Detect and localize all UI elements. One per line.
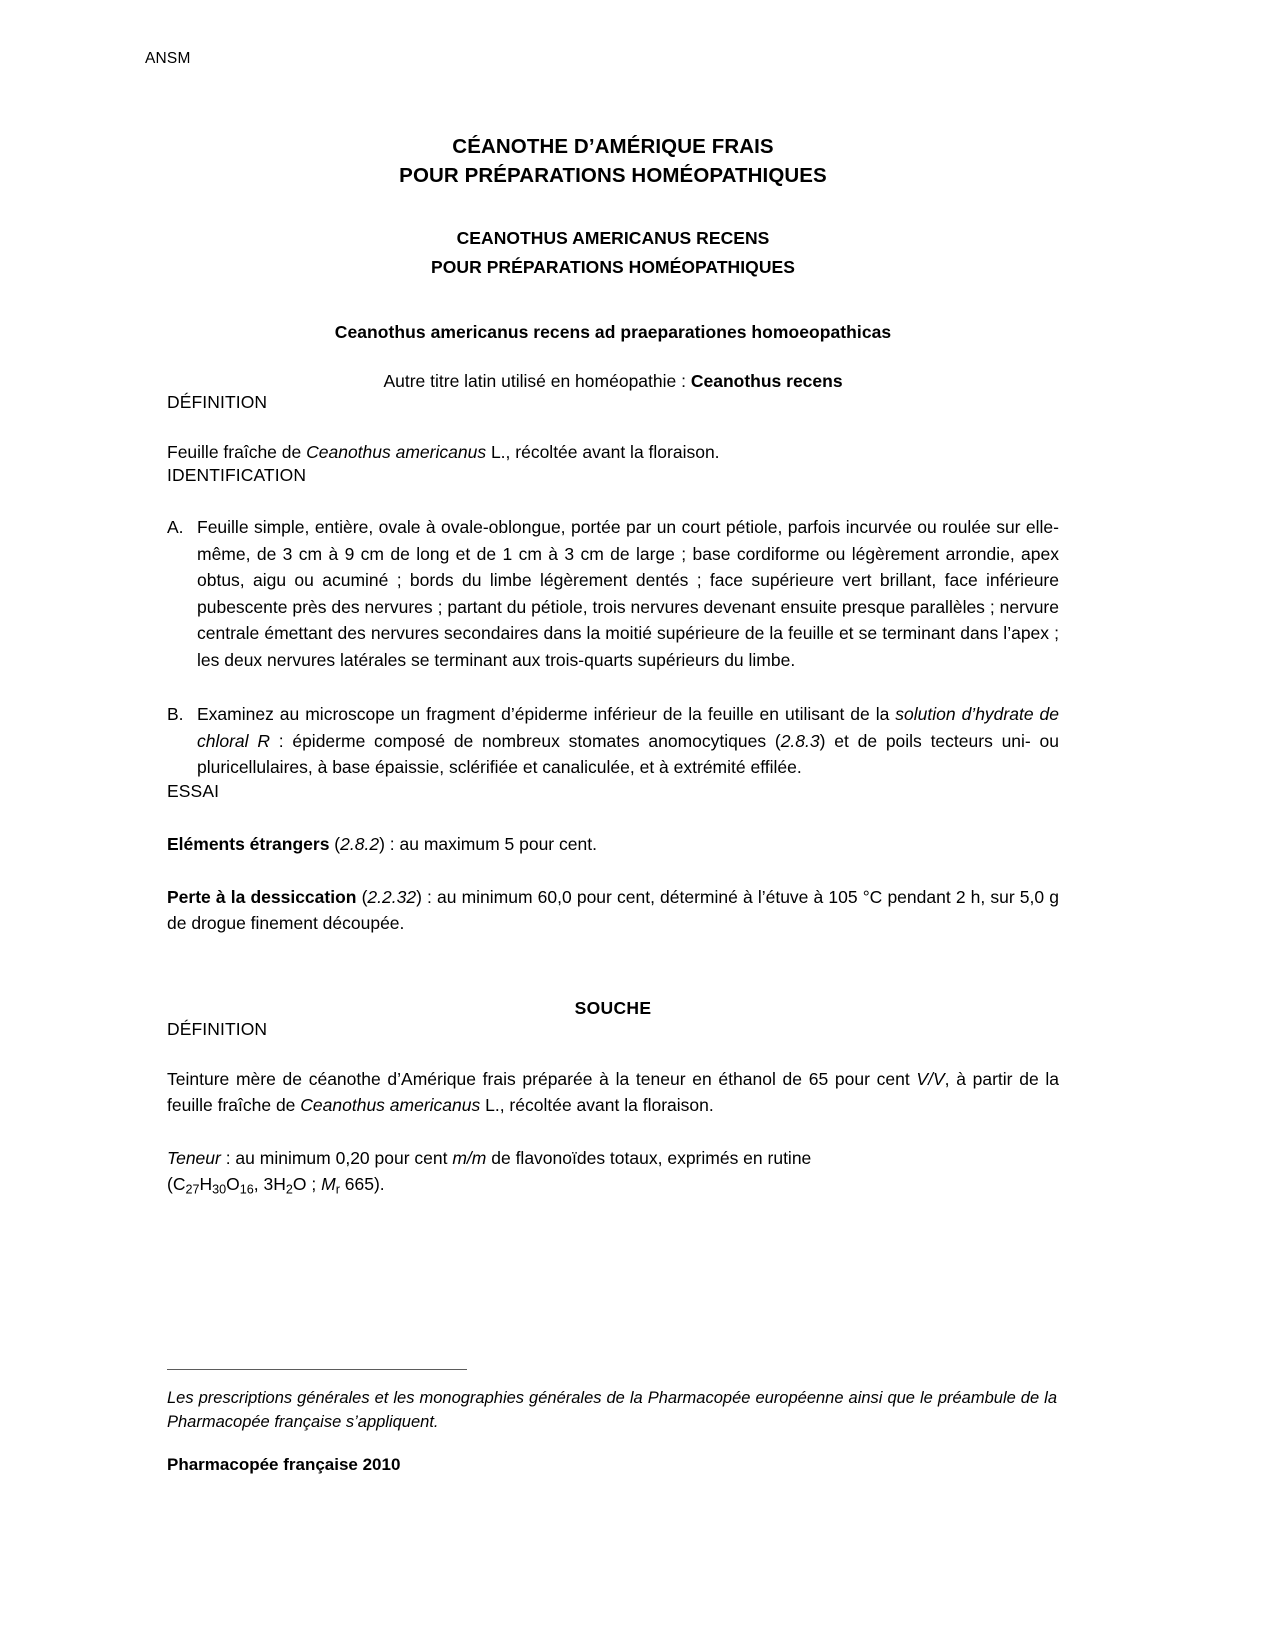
formula-oxygen: O <box>226 1173 240 1194</box>
elements-etrangers-label: Eléments étrangers <box>167 833 330 854</box>
item-b-reference-283: 2.8.3 <box>780 730 820 751</box>
item-b-part-1: Examinez au microscope un fragment d’épiderme inférieur de la feuille en utilisant de la <box>197 704 896 724</box>
teinture-part-1: Teinture mère de céanothe d’Amérique frais préparée à la teneur en éthanol de 65 pour cent <box>167 1068 917 1089</box>
formula-hydrogen: H <box>199 1173 213 1194</box>
paragraph-definition-1 <box>167 439 1059 465</box>
teneur-label: Teneur <box>167 1147 221 1168</box>
formula-hydrogen-count: 30 <box>212 1182 227 1197</box>
formula-open: (C <box>167 1173 186 1194</box>
perte-rest: ) : au minimum 60,0 pour cent, déterminé à l’étuve à 105 °C pendant 2 h, sur 5,0 g de drogue finement découpée. <box>167 886 1059 933</box>
item-b-text <box>197 701 1059 781</box>
paragraph-teneur <box>167 1145 1059 1197</box>
footnote-separator <box>167 1369 467 1370</box>
definition-text-after: L., récoltée avant la floraison. <box>486 442 720 462</box>
item-a-text: Feuille simple, entière, ovale à ovale-oblongue, portée par un court pétiole, parfois incurvée ou roulée sur elle-même, de 3 cm à 9 cm de long et de 1 cm à 3 cm de large ; base cordiforme ou légèrement arrondie, apex obtus, aigu ou acuminé ; bords du limbe légèrement dentés ; face supérieure vert brillant, face inférieure pubescente près des nervures ; partant du pétiole, trois nervures devenant ensuite presque parallèles ; nervure centrale émettant des nervures secondaires dans la moitié supérieure de la feuille et se terminant dans l’apex ; les deux nervures latérales se terminant aux trois-quarts supérieurs du limbe. <box>197 517 1059 670</box>
paragraph-elements-etrangers <box>167 831 1059 857</box>
teneur-part-2: de flavonoïdes totaux, exprimés en rutine <box>486 1147 812 1168</box>
definition-species-name: Ceanothus americanus <box>306 442 487 462</box>
heading-identification: IDENTIFICATION <box>167 465 307 485</box>
alt-title-name: Ceanothus recens <box>690 371 843 391</box>
alternate-latin-title <box>167 371 1059 392</box>
identification-item-b <box>167 701 1059 781</box>
heading-definition-2: DÉFINITION <box>167 1018 268 1039</box>
footnote-text: Les prescriptions générales et les monographies générales de la Pharmacopée européenne ainsi que le préambule de la Pharmacopée française s’appliquent. <box>167 1389 1057 1431</box>
elements-etrangers-reference: 2.8.2 <box>340 833 380 854</box>
teinture-part-2: , à partir de la feuille fraîche de <box>167 1068 1059 1115</box>
item-b-part-3: ) et de poils tecteurs uni- ou pluricellulaires, à base épaissie, sclérifiée et canaliculée, et à extrémité effilée. <box>197 730 1059 777</box>
teinture-part-3: L., récoltée avant la floraison. <box>480 1094 714 1115</box>
paragraph-perte-dessiccation <box>167 884 1059 936</box>
title-latin <box>167 224 1059 282</box>
title-la-line-1: CEANOTHUS AMERICANUS RECENS <box>456 228 770 248</box>
formula-water-oxygen: O ; <box>292 1173 322 1194</box>
running-head: ANSM <box>145 50 191 67</box>
formula-carbon-count: 27 <box>185 1182 200 1197</box>
teneur-part-1: : au minimum 0,20 pour cent <box>220 1147 453 1168</box>
formula-oxygen-count: 16 <box>239 1182 254 1197</box>
perte-ref-open: ( <box>356 886 368 907</box>
latin-subtitle: Ceanothus americanus recens ad praeparationes homoeopathicas <box>334 322 892 342</box>
teinture-vv: V/V <box>916 1068 945 1089</box>
formula-water-hydrogen-count: 2 <box>285 1182 293 1197</box>
item-b-reagent-name: solution d’hydrate de chloral R <box>197 704 1059 751</box>
document-content <box>167 132 1059 1197</box>
heading-definition-1: DÉFINITION <box>167 392 268 412</box>
item-b-part-2: : épiderme composé de nombreux stomates anomocytiques ( <box>269 730 781 751</box>
formula-mr-subscript: r <box>335 1182 340 1197</box>
title-fr-line-1: CÉANOTHE D’AMÉRIQUE FRAIS <box>452 135 774 158</box>
footer-pharmacopee: Pharmacopée française 2010 <box>167 1455 401 1474</box>
teneur-mm: m/m <box>452 1147 487 1168</box>
perte-label: Perte à la dessiccation <box>167 886 357 907</box>
teinture-species-name: Ceanothus americanus <box>300 1094 481 1115</box>
formula-mr-symbol: M <box>321 1173 336 1194</box>
title-fr-line-2: POUR PRÉPARATIONS HOMÉOPATHIQUES <box>399 164 827 187</box>
elements-etrangers-rest: ) : au maximum 5 pour cent. <box>379 833 597 854</box>
definition-text-before: Feuille fraîche de <box>167 442 307 462</box>
identification-item-a <box>167 514 1059 673</box>
title-la-line-2: POUR PRÉPARATIONS HOMÉOPATHIQUES <box>431 257 795 277</box>
item-b-marker: B. <box>167 704 184 724</box>
formula-hydrate-prefix: , 3H <box>253 1173 286 1194</box>
paragraph-teinture-mere <box>167 1066 1059 1118</box>
formula-mr-value: 665). <box>339 1173 385 1194</box>
alt-title-prefix: Autre titre latin utilisé en homéopathie : <box>383 371 691 391</box>
perte-reference: 2.2.32 <box>367 886 417 907</box>
page-title <box>167 132 1059 190</box>
heading-essai: ESSAI <box>167 780 220 801</box>
item-a-marker: A. <box>167 517 184 537</box>
heading-souche: SOUCHE <box>574 997 652 1018</box>
elements-etrangers-ref-open: ( <box>329 833 341 854</box>
